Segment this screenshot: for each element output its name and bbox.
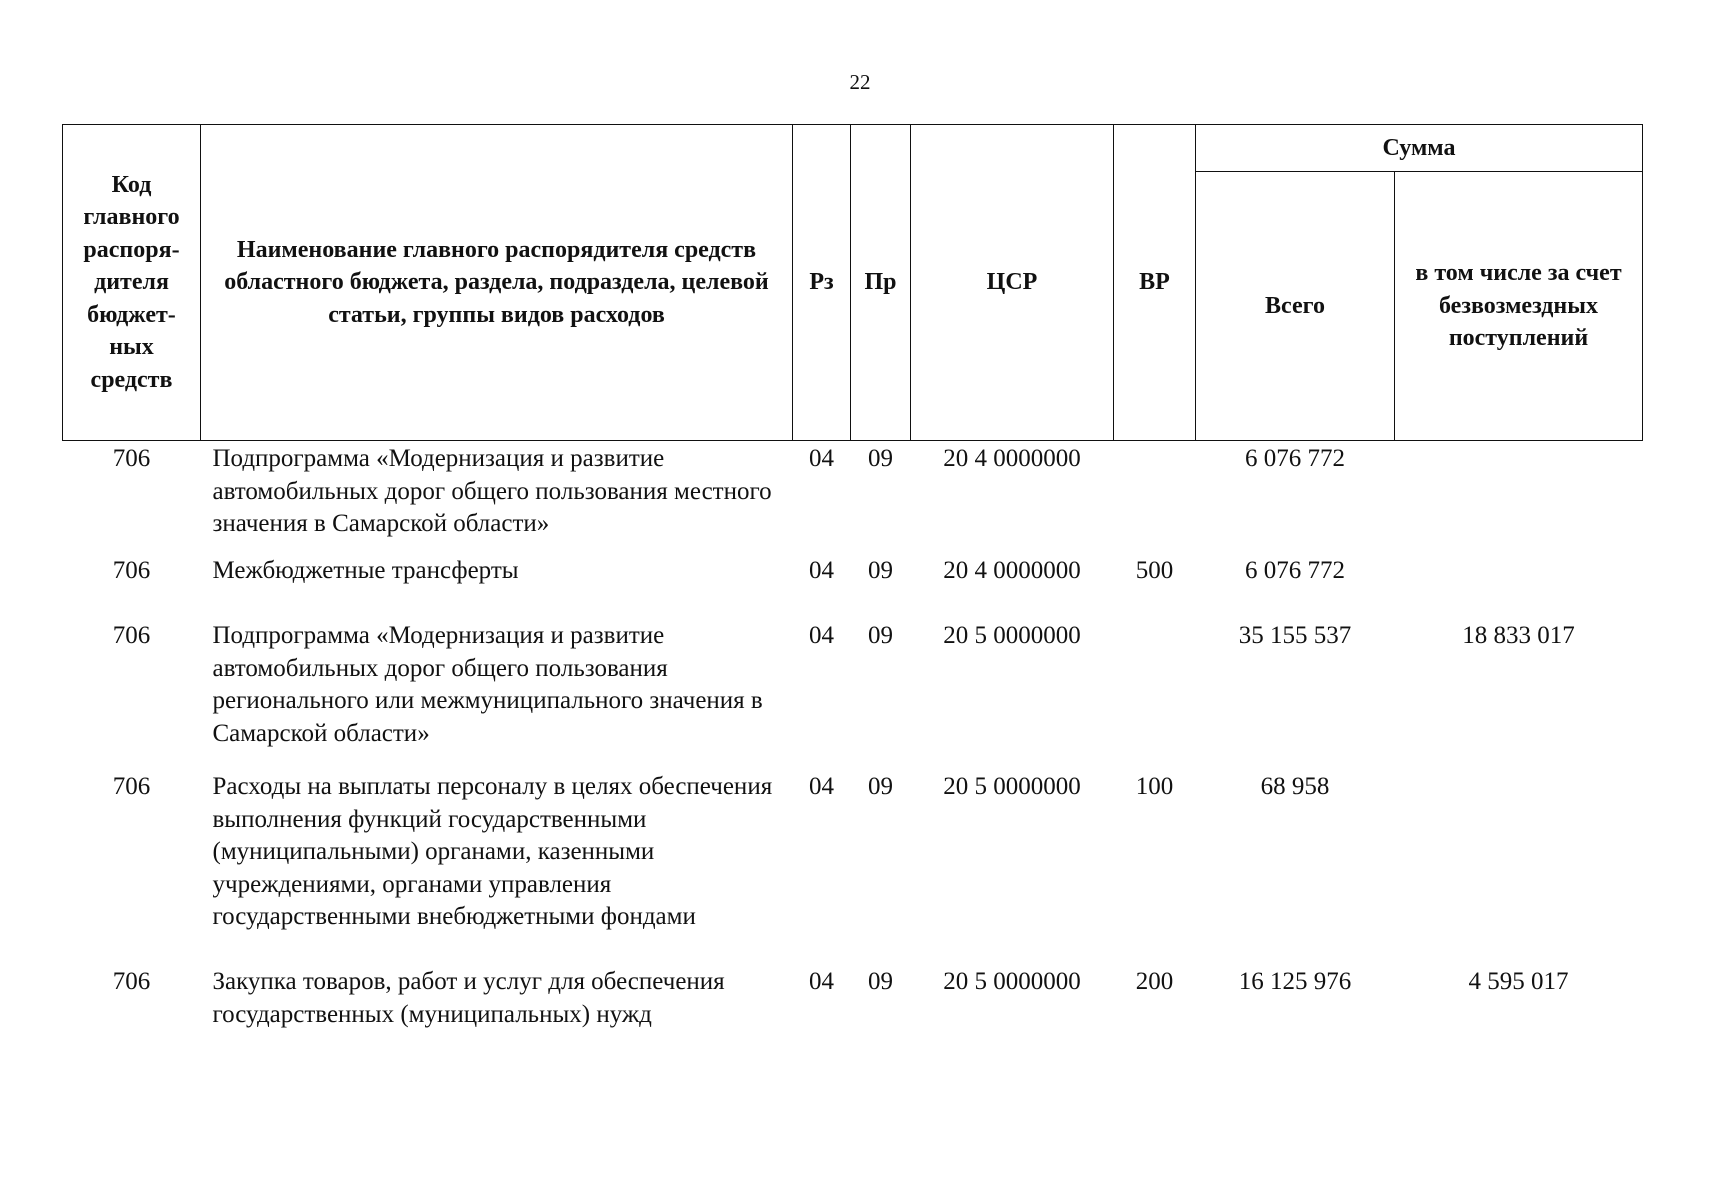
cell-code: 706 — [112, 773, 151, 800]
page-number: 22 — [849, 70, 871, 94]
header-csr: ЦСР — [911, 125, 1114, 441]
cell-rz: 04 — [809, 622, 834, 649]
cell-vr: 100 — [1135, 773, 1174, 800]
cell-total: 6 076 772 — [1245, 557, 1345, 584]
cell-csr: 20 5 0000000 — [943, 968, 1081, 995]
table-header — [63, 125, 1643, 441]
cell-name: Закупка товаров, работ и услуг для обеспечения государственных (муниципальных) нужд — [212, 968, 725, 1028]
cell-rz: 04 — [809, 773, 834, 800]
table-row — [63, 620, 1643, 771]
cell-rz: 04 — [809, 557, 834, 584]
cell-incl: 4 595 017 — [1468, 968, 1569, 995]
cell-vr: 200 — [1135, 968, 1174, 995]
cell-code: 706 — [112, 622, 151, 649]
budget-table-container — [62, 124, 1643, 1066]
table-row — [63, 771, 1643, 966]
cell-incl: 18 833 017 — [1462, 622, 1575, 649]
cell-pr: 09 — [868, 557, 893, 584]
table-row — [63, 441, 1643, 556]
cell-total: 16 125 976 — [1238, 968, 1352, 995]
cell-pr: 09 — [868, 968, 893, 995]
table-row — [63, 555, 1643, 620]
cell-pr: 09 — [868, 622, 893, 649]
header-pr: Пр — [851, 125, 911, 441]
header-rz: Рз — [793, 125, 851, 441]
cell-vr: 500 — [1135, 557, 1174, 584]
cell-code: 706 — [112, 557, 151, 584]
cell-name: Подпрограмма «Модернизация и развитие автомобильных дорог общего пользования регионального или межмуниципального значения в Самарской области» — [212, 622, 763, 747]
cell-incl — [1395, 771, 1643, 966]
cell-code: 706 — [112, 445, 151, 472]
table-row — [63, 966, 1643, 1066]
header-sum: Сумма — [1196, 125, 1643, 172]
cell-rz: 04 — [809, 968, 834, 995]
budget-table — [62, 124, 1643, 1066]
cell-pr: 09 — [868, 773, 893, 800]
cell-name: Межбюджетные трансферты — [212, 557, 519, 584]
cell-total: 68 958 — [1260, 773, 1330, 800]
cell-incl — [1395, 441, 1643, 556]
cell-csr: 20 5 0000000 — [943, 622, 1081, 649]
cell-vr — [1114, 620, 1196, 771]
cell-rz: 04 — [809, 445, 834, 472]
cell-vr — [1114, 441, 1196, 556]
cell-total: 6 076 772 — [1245, 445, 1345, 472]
cell-pr: 09 — [868, 445, 893, 472]
header-incl: в том числе за счет безвозмездных поступлений — [1395, 172, 1643, 441]
header-name: Наименование главного распорядителя средств областного бюджета, раздела, подраздела, целевой статьи, группы видов расходов — [201, 125, 793, 441]
cell-incl — [1395, 555, 1643, 620]
cell-code: 706 — [112, 968, 151, 995]
cell-name: Подпрограмма «Модернизация и развитие автомобильных дорог общего пользования местного значения в Самарской области» — [212, 445, 772, 537]
header-code: Код главного распоря-дителя бюджет-ных средств — [63, 125, 201, 441]
header-total: Всего — [1196, 172, 1395, 441]
cell-csr: 20 4 0000000 — [943, 445, 1081, 472]
header-vr: ВР — [1114, 125, 1196, 441]
cell-name: Расходы на выплаты персоналу в целях обеспечения выполнения функций государственными (муниципальными) органами, казенными учреждениями, органами управления государственными внебюджетными фондами — [212, 773, 773, 930]
table-body — [63, 441, 1643, 1067]
cell-total: 35 155 537 — [1238, 622, 1352, 649]
cell-csr: 20 5 0000000 — [943, 773, 1081, 800]
cell-csr: 20 4 0000000 — [943, 557, 1081, 584]
